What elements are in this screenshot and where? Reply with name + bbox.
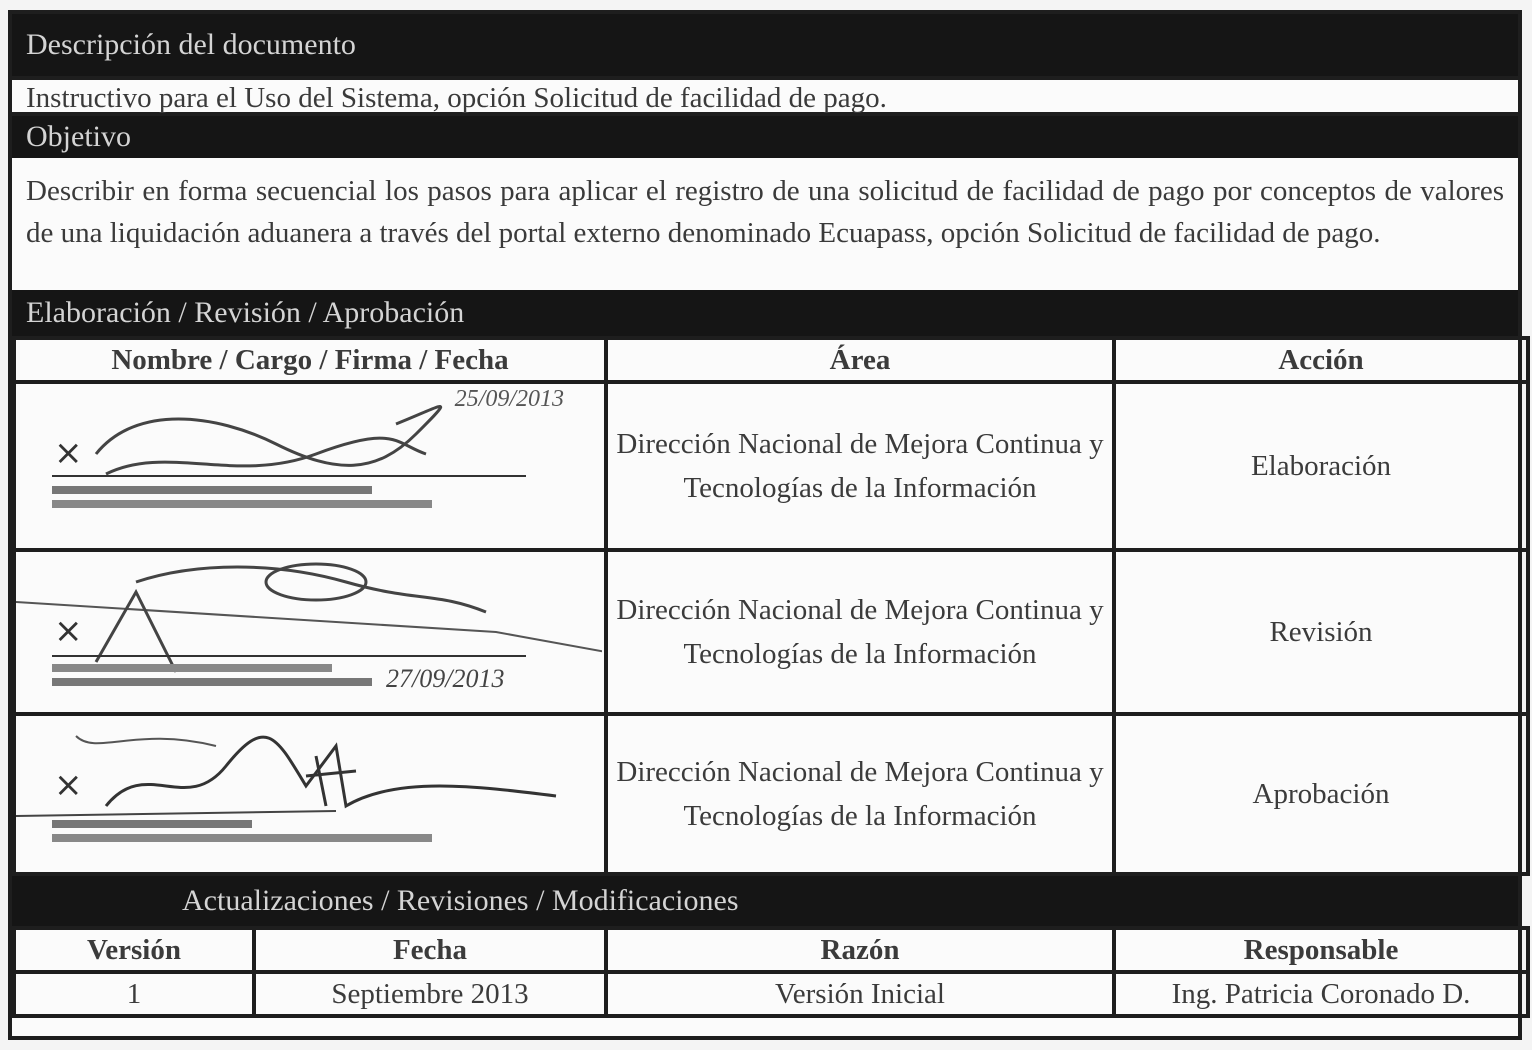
section-header-updates <box>12 876 1518 926</box>
action-cell: Elaboración <box>1114 382 1528 550</box>
action-cell: Revisión <box>1114 550 1528 714</box>
handwritten-signature <box>16 716 602 870</box>
column-header: Razón <box>606 928 1114 972</box>
reason-cell: Versión Inicial <box>606 972 1114 1016</box>
section-title: Elaboración / Revisión / Aprobación <box>26 296 465 329</box>
approval-table <box>12 336 1530 876</box>
section-title: Objetivo <box>26 120 131 153</box>
table-row <box>14 382 1528 550</box>
table-row <box>14 550 1528 714</box>
signature-cell <box>14 382 606 550</box>
table-row <box>14 714 1528 874</box>
objective-text: Describir en forma secuencial los pasos para aplicar el registro de una solicitud de facilidad de pago por conceptos de valores de una liquidación aduanera a través del portal externo denominado Ecuapass, opción Solicitud de facilidad de pago. <box>26 175 1504 249</box>
svg-text:×: × <box>54 765 83 805</box>
section-header-approval <box>12 290 1518 336</box>
document-frame <box>8 10 1522 1040</box>
signature-cell <box>14 550 606 714</box>
column-header: Fecha <box>254 928 606 972</box>
handwritten-signature <box>16 552 602 710</box>
date-cell: Septiembre 2013 <box>254 972 606 1016</box>
svg-text:×: × <box>54 433 83 473</box>
signature-date: 25/09/2013 <box>454 386 564 412</box>
section-header-description <box>12 14 1518 76</box>
column-header: Responsable <box>1114 928 1528 972</box>
section-title: Actualizaciones / Revisiones / Modificaciones <box>182 884 739 917</box>
table-header-row <box>14 928 1528 972</box>
updates-table <box>12 926 1530 1018</box>
area-cell: Dirección Nacional de Mejora Continua y Tecnologías de la Información <box>606 714 1114 874</box>
column-header: Nombre / Cargo / Firma / Fecha <box>14 338 606 382</box>
area-cell: Dirección Nacional de Mejora Continua y Tecnologías de la Información <box>606 382 1114 550</box>
area-cell: Dirección Nacional de Mejora Continua y Tecnologías de la Información <box>606 550 1114 714</box>
signature-cell <box>14 714 606 874</box>
svg-text:×: × <box>54 611 83 651</box>
table-row <box>14 972 1528 1016</box>
description-row <box>12 76 1518 112</box>
column-header: Versión <box>14 928 254 972</box>
responsible-cell: Ing. Patricia Coronado D. <box>1114 972 1528 1016</box>
version-cell: 1 <box>14 972 254 1016</box>
handwritten-signature <box>16 384 602 546</box>
objective-row <box>12 158 1518 290</box>
column-header: Acción <box>1114 338 1528 382</box>
table-header-row <box>14 338 1528 382</box>
section-title: Descripción del documento <box>26 28 356 61</box>
section-header-objective <box>12 112 1518 158</box>
signature-date: 27/09/2013 <box>386 664 505 693</box>
description-text: Instructivo para el Uso del Sistema, opción Solicitud de facilidad de pago. <box>26 82 887 114</box>
column-header: Área <box>606 338 1114 382</box>
action-cell: Aprobación <box>1114 714 1528 874</box>
